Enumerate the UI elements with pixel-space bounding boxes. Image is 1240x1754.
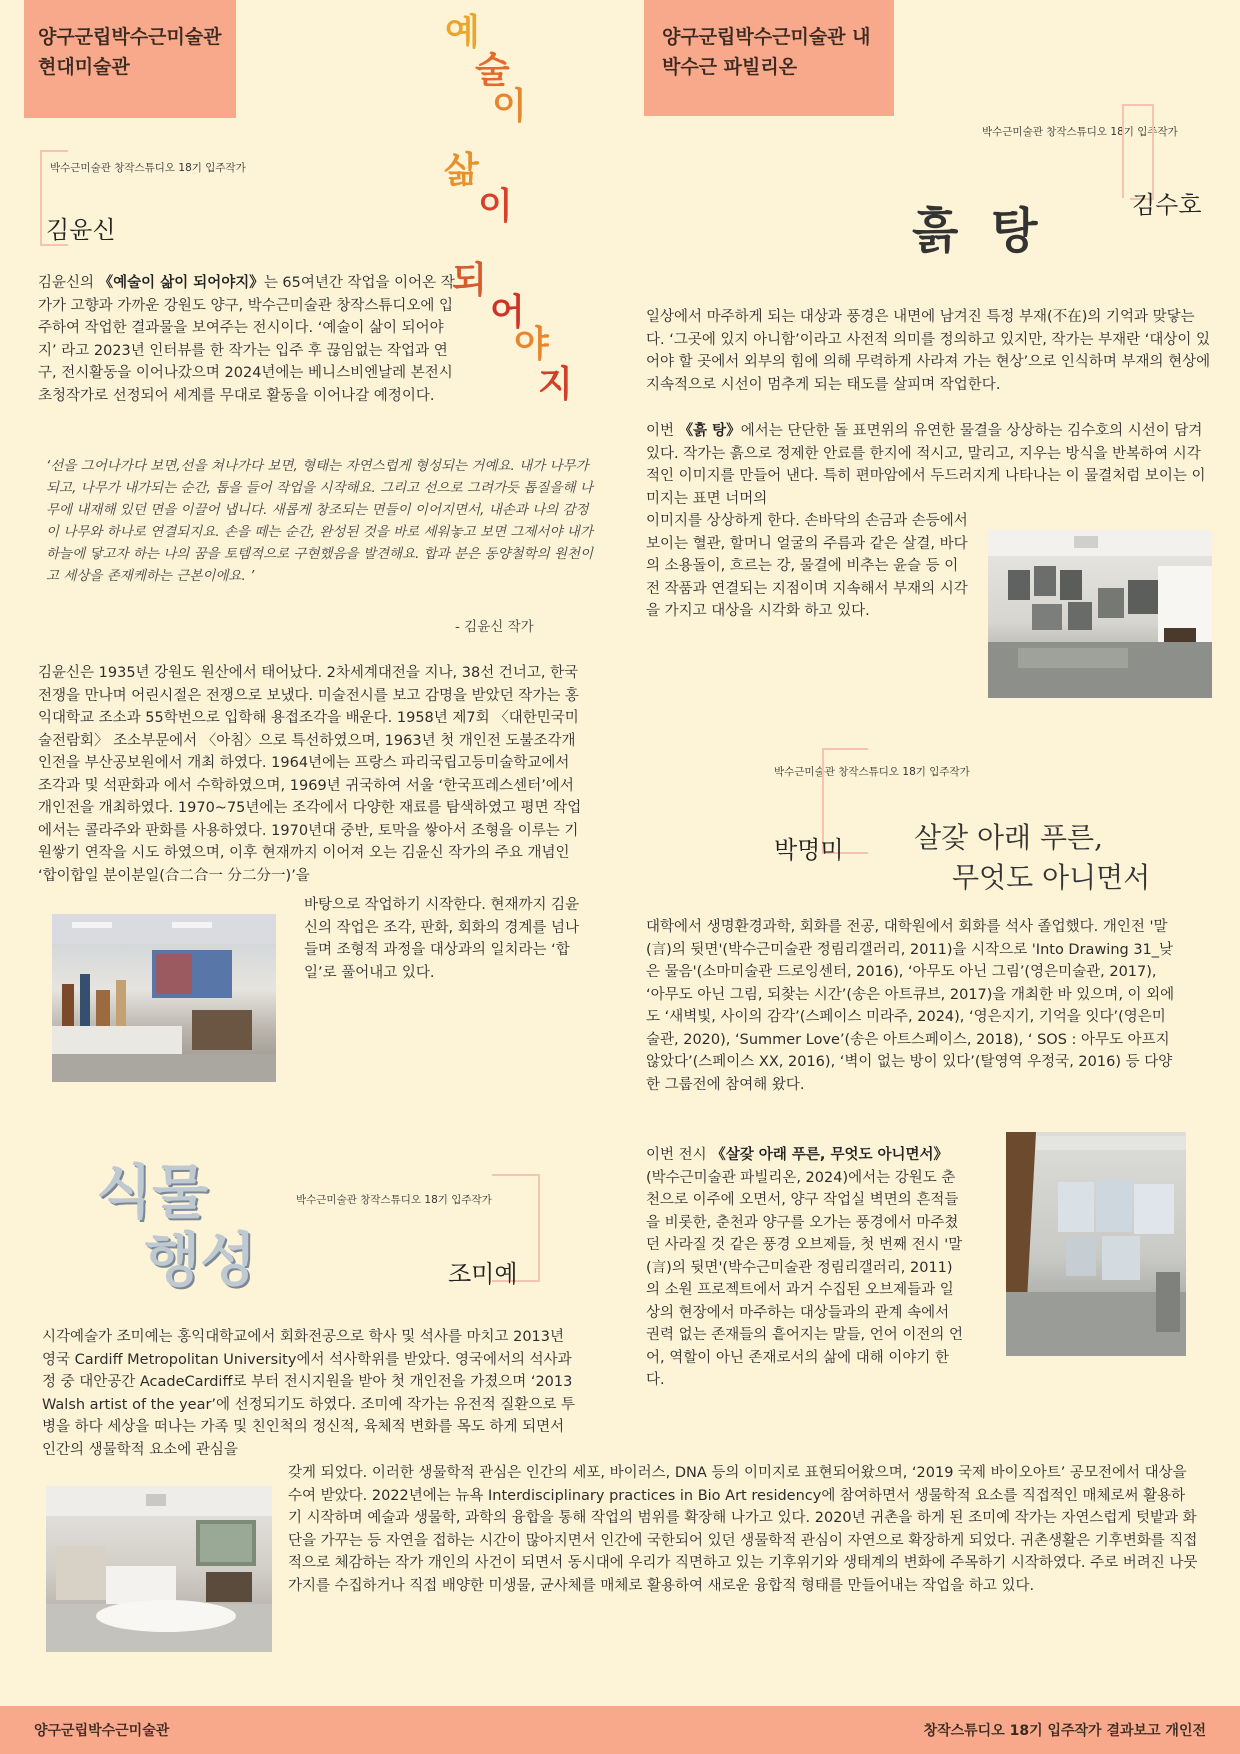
artist4-paragraph-continued: 갖게 되었다. 이러한 생물학적 관심은 인간의 세포, 바이러스, DNA 등의 이미지로 표현되어왔으며, ‘2019 국제 바이오아트’ 공모전에서 대상을 수여 받았다. 2022년에는 뉴욕 Interdisciplinary practices in Bio Art residency에 참여하면서 생물학적 요소를 직접적인 매체로써 활용하기 시작하며 예술과 생물학, 과학의 융합을 통해 작업의 범위를 확장해 나가고 있다. 2020년 귀촌을 하게 된 조미예 작가는 자연스럽게 텃밭과 화단을 가꾸는 등 자연을 접하는 시간이 많아지면서 인간에 국한되어 있던 생물학적 관심이 자연으로 확장하게 되었다. 귀촌생활은 기후변화를 직접적으로 체감하는 작가 개인의 사건이 되면서 동시대에 우리가 직면하고 있는 기후위기와 생태계의 변화에 주목하기 시작하였다. 주로 버려진 나뭇가지를 수집하거나 직접 배양한 미생물, 균사체를 매체로 활용하여 새로운 융합적 형태를 만들어내는 작업을 하고 있다.	[288, 1465, 1198, 1594]
footer-bar	[0, 1706, 1240, 1754]
artist4-title-line2: 행성	[144, 1226, 257, 1294]
title-char: 되	[452, 259, 487, 301]
artist3-p2-pre: 이번 전시	[646, 1147, 712, 1163]
artist2-p2-title: 《흙 탕》	[678, 423, 741, 439]
header-tag-right-line2: 박수근 파빌리온	[662, 56, 798, 78]
header-tag-right-line1: 양구군립박수근미술관 내	[662, 26, 871, 48]
artist4-label: 박수근미술관 창작스튜디오 18기 입주작가	[296, 1194, 492, 1206]
title-char: 예	[445, 11, 480, 53]
studio-photo-illustration	[52, 914, 276, 1082]
artist1-quote: ‘선을 그어나가다 보면,선을 쳐나가다 보면, 형태는 자연스럽게 형성되는 거예요. 내가 나무가 되고, 나무가 내가되는 순간, 톱을 들어 작업을 시작해요. 그리고 선으로 그려가듯 톱질을해 나무에 내재해 있던 면을 이끌어 냅니다. 새롭게 창조되는 면들이 이어지면서, 내손과 나의 감정이 나무와 하나로 연결되지요. 손을 떼는 순간, 완성된 것을 바로 세워놓고 보면 그제서야 내가 하늘에 닿고자 하는 나의 꿈을 토템적으로 구현했음을 발견해요. 합과 분은 동양철학의 원천이고 세상을 존재케하는 근본이에요. ’	[46, 458, 594, 584]
artist2-p2-pre: 이번	[646, 423, 679, 439]
footer-left-text: 양구군립박수근미술관	[34, 1723, 170, 1739]
artist2-paragraph2-continued: 이미지를 상상하게 한다. 손바닥의 손금과 손등에서 보이는 혈관, 할머니 얼굴의 주름과 같은 살결, 바다의 소용돌이, 흐르는 강, 물결에 비추는 윤슬 등 이전 작품과 연결되는 지점이며 지속해서 부재의 시각을 가지고 대상을 시각화 하고 있다.	[646, 513, 968, 619]
title-char: 지	[538, 363, 573, 405]
artist3-title-line2: 무엇도 아니면서	[952, 861, 1151, 894]
artist3-label: 박수근미술관 창작스튜디오 18기 입주작가	[774, 766, 970, 778]
artist1-quote-author: - 김윤신 작가	[455, 619, 534, 635]
header-tag-right	[644, 0, 894, 116]
title-char: 어	[490, 291, 525, 333]
artist3-name: 박명미	[774, 836, 844, 864]
artist1-intro	[38, 272, 458, 407]
artist1-bio-continued: 바탕으로 작업하기 시작한다. 현재까지 김윤신의 작업은 조각, 판화, 회화의 경계를 넘나들며 조형적 과정을 대상과의 일치라는 ‘합일’로 풀어내고 있다.	[304, 897, 580, 981]
title-char: 이	[478, 185, 513, 227]
artist3-studio-photo	[1006, 1132, 1186, 1356]
artist1-bio: 김윤신은 1935년 강원도 원산에서 태어났다. 2차세계대전을 지나, 38선 건너고, 한국전쟁을 만나며 어린시절은 전쟁으로 보냈다. 미술전시를 보고 감명을 받았던 작가는 홍익대학교 조소과 55학번으로 입학해 용접조각을 배운다. 1958년 제7회 〈대한민국미술전람회〉 조소부문에서 〈아침〉으로 특선하였으며, 1963년 첫 개인전 도불조각개인전을 부산공보원에서 개최 하였다. 1964년에는 프랑스 파리국립고등미술학교에서 조각과 및 석판화과 에서 수학하였으며, 1969년 귀국하여 서울 ‘한국프레스센터’에서 개인전을 개최하였다. 1970~75년에는 조각에서 다양한 재료를 탐색하였고 평면 작업에서는 콜라주와 판화를 사용하였다. 1970년대 중반, 토막을 쌓아서 조형을 이루는 기원쌓기 연작을 시도 하였으며, 이후 현재까지 이어져 오는 김윤신 작가의 주요 개념인 ‘합이합일 분이분일(合二合一 分二分一)’을	[38, 665, 582, 884]
artist2-title: 흙 탕	[912, 203, 1046, 259]
artist2-paragraph2	[646, 420, 1212, 510]
artist2-studio-photo	[988, 530, 1212, 698]
artist2-label: 박수근미술관 창작스튜디오 18기 입주작가	[982, 126, 1178, 138]
artist4-studio-photo	[46, 1486, 272, 1652]
studio-photo-illustration	[988, 530, 1212, 698]
artist2-p2-text: 에서는 단단한 돌 표면위의 유연한 물결을 상상하는 김수호의 시선이 담겨있다. 작가는 흙으로 정제한 안료를 한지에 적시고, 말리고, 지우는 방식을 반복하여 시각적인 이미지를 만들어 낸다. 특히 편마암에서 두드러지게 나타나는 이 물결처럼 보이는 이미지는 표면 너머의	[646, 423, 1206, 507]
artist2-paragraph1: 일상에서 마주하게 되는 대상과 풍경은 내면에 남겨진 특정 부재(不在)의 기억과 맞닿는다. ‘그곳에 있지 아니함’이라고 사전적 의미를 정의하고 있지만, 작가는 부재란 ‘대상이 있어야 할 곳에서 외부의 힘에 의해 무력하게 사라져 가는 현상’으로 인식하며 부재의 현상에 지속적으로 시선이 멈추게 되는 태도를 살피며 작업한다.	[646, 309, 1211, 393]
artist1-intro-pre: 김윤신의	[38, 275, 99, 291]
artist4-paragraph: 시각예술가 조미예는 홍익대학교에서 회화전공으로 학사 및 석사를 마치고 2013년 영국 Cardiff Metropolitan University에서 석사학위를 받았다. 영국에서의 석사과정 중 대안공간 AcadeCardiff로 부터 전시지원을 받아 첫 개인전을 가졌으며 ‘2013 Walsh artist of the year’에 선정되기도 하였다. 조미예 작가는 유전적 질환으로 투병을 하다 세상을 떠나는 가족 및 친인척의 정신적, 육체적 변화를 목도 하게 되면서 인간의 생물학적 요소에 관심을	[42, 1329, 576, 1458]
header-tag-left-line1: 양구군립박수근미술관	[38, 26, 222, 48]
artist2-name: 김수호	[1132, 191, 1202, 219]
artist4-title-line1: 식물	[96, 1158, 209, 1226]
artist1-intro-text: 는 65여년간 작업을 이어온 작가가 고향과 가까운 강원도 양구, 박수근미술관 창작스튜디오에 입주하여 작업한 결과물을 보여주는 전시이다. ‘예술이 삶이 되어야지’ 라고 2023년 인터뷰를 한 작가는 입주 후 끊임없는 작업과 연구, 전시활동을 이어나갔으며 2024년에는 베니스비엔날레 본전시 초청작가로 선정되어 세계를 무대로 활동을 이어나갈 예정이다.	[38, 275, 455, 404]
studio-photo-illustration	[46, 1486, 272, 1652]
artist1-label: 박수근미술관 창작스튜디오 18기 입주작가	[50, 162, 246, 174]
title-char: 야	[514, 323, 549, 365]
artist4-name: 조미예	[448, 1260, 518, 1288]
artist1-name: 김윤신	[46, 216, 116, 244]
header-tag-left-line2: 현대미술관	[38, 56, 130, 78]
title-char: 이	[492, 85, 527, 127]
footer-right-text: 창작스튜디오 18기 입주작가 결과보고 개인전	[923, 1723, 1206, 1739]
artist1-studio-photo	[52, 914, 276, 1082]
header-tag-left	[24, 0, 236, 118]
title-char: 삶	[444, 149, 479, 191]
bracket-decoration	[1122, 104, 1134, 198]
artist3-p2-title: 《살갗 아래 푸른, 무엇도 아니면서》	[711, 1147, 949, 1163]
artist3-paragraph1: 대학에서 생명환경과학, 회화를 전공, 대학원에서 회화를 석사 졸업했다. 개인전 '말(言)의 뒷면'(박수근미술관 정림리갤러리, 2011)을 시작으로 'Into Drawing 31_낮은 물음'(소마미술관 드로잉센터, 2016), ‘아무도 아닌 그림’(영은미술관, 2017), ‘아무도 아닌 그림, 되찾는 시간’(송은 아트큐브, 2017)을 개최한 바 있으며, 이 외에도 ‘새벽빛, 사이의 감각’(스페이스 미라주, 2024), ‘영은지기, 기억을 잇다’(영은미술관, 2020), ‘Summer Love’(송은 아트스페이스, 2018), ‘ SOS : 아무도 아프지 않았다’(스페이스 XX, 2016), ‘벽이 없는 방이 있다’(탈영역 우정국, 2016) 등 다양한 그룹전에 참여해 왔다.	[646, 919, 1175, 1093]
studio-photo-illustration	[1006, 1132, 1186, 1356]
artist3-paragraph2	[646, 1144, 964, 1392]
artist3-p2-text: (박수근미술관 파빌리온, 2024)에서는 강원도 춘천으로 이주에 오면서, 양구 작업실 벽면의 흔적들을 비롯한, 춘천과 양구를 오가는 풍경에서 마주쳤던 사라질 것 같은 풍경 오브제들, 첫 번째 전시 '말(言)의 뒷면'(박수근미술관 정림리갤러리, 2011)의 소원 프로젝트에서 과거 수집된 오브제들과 일상의 현장에서 마주하는 대상들과의 관계 속에서 권력 없는 존재들의 흩어지는 말들, 언어 이전의 언어, 역할이 아닌 존재로서의 삶에 대해 이야기 한다.	[646, 1169, 964, 1388]
artist3-title-line1: 살갗 아래 푸른,	[914, 821, 1103, 854]
artist1-intro-title: 《예술이 삶이 되어야지》	[98, 275, 264, 291]
title-char: 술	[475, 49, 510, 91]
